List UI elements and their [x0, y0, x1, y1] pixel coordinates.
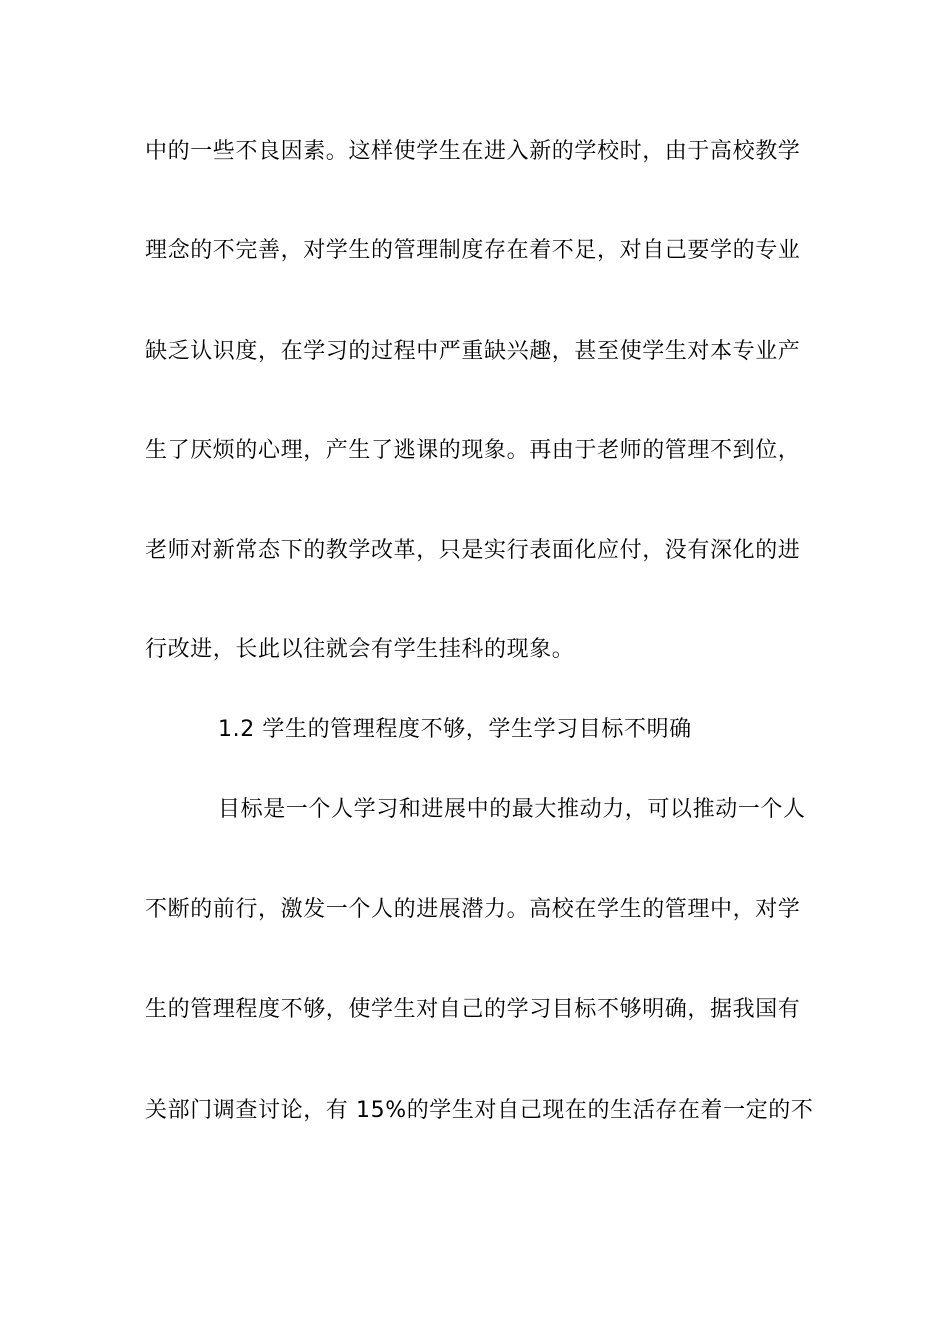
paragraph-line: 生的管理程度不够，使学生对自己的学习目标不够明确，据我国有: [145, 997, 801, 1022]
paragraph-line: 中的一些不良因素。这样使学生在进入新的学校时，由于高校教学: [145, 139, 801, 164]
paragraph-line: 行改进，长此以往就会有学生挂科的现象。: [145, 637, 575, 662]
paragraph-line: 目标是一个人学习和进展中的最大推动力，可以推动一个人: [218, 797, 806, 822]
paragraph-line: 关部门调查讨论，有 15%的学生对自己现在的生活存在着一定的不: [145, 1098, 814, 1123]
paragraph-line: 理念的不完善，对学生的管理制度存在着不足，对自己要学的专业: [145, 238, 801, 263]
paragraph-line: 老师对新常态下的教学改革，只是实行表面化应付，没有深化的进: [145, 538, 801, 563]
section-heading: 1.2 学生的管理程度不够，学生学习目标不明确: [218, 717, 692, 742]
paragraph-line: 不断的前行，激发一个人的进展潜力。高校在学生的管理中，对学: [145, 897, 801, 922]
paragraph-line: 生了厌烦的心理，产生了逃课的现象。再由于老师的管理不到位，: [145, 438, 801, 463]
paragraph-line: 缺乏认识度，在学习的过程中严重缺兴趣，甚至使学生对本专业产: [145, 339, 801, 364]
